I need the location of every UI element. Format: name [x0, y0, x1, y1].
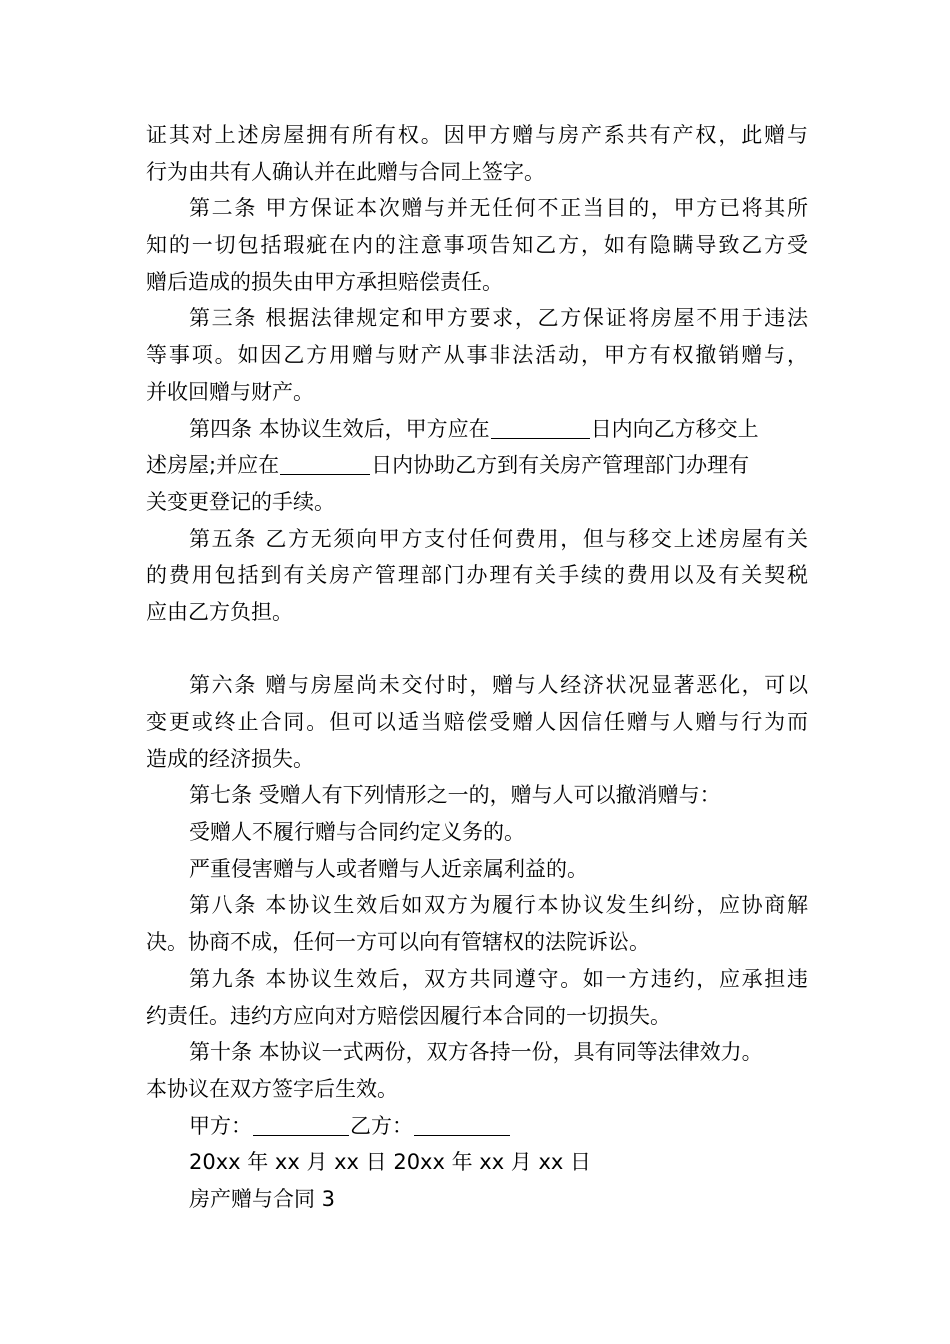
article-8-line: 决。协商不成，任何一方可以向有管辖权的法院诉讼。: [146, 930, 650, 955]
article-2-line: 赠后造成的损失由甲方承担赔偿责任。: [146, 269, 503, 294]
article-2-line: 知的一切包括瑕疵在内的注意事项告知乙方，如有隐瞒导致乙方受: [146, 233, 808, 258]
days-blank: [280, 453, 370, 475]
article-8-line: 第八条 本协议生效后如双方为履行本协议发生纠纷，应协商解: [189, 893, 808, 918]
article-7-item: 严重侵害赠与人或者赠与人近亲属利益的。: [189, 856, 588, 881]
article-4-line: [146, 411, 808, 448]
article-4-line: 关变更登记的手续。: [146, 489, 335, 514]
date-line: 20xx 年 xx 月 xx 日 20xx 年 xx 月 xx 日: [189, 1150, 592, 1175]
next-section-title: 房产赠与合同 3: [189, 1186, 336, 1211]
signature-line: [146, 1108, 808, 1145]
party-a-signature-blank: [253, 1114, 349, 1136]
article-5-line: 应由乙方负担。: [146, 599, 293, 624]
article-7-item: 受赠人不履行赠与合同约定义务的。: [189, 820, 525, 845]
paragraph-line: 证其对上述房屋拥有所有权。因甲方赠与房产系共有产权，此赠与: [146, 123, 808, 147]
article-5-line: 第五条 乙方无须向甲方支付任何费用，但与移交上述房屋有关: [189, 526, 808, 551]
party-a-label: 甲方：: [189, 1113, 252, 1138]
article-4-text: 日内向乙方移交上: [590, 416, 759, 441]
article-9-line: 第九条 本协议生效后，双方共同遵守。如一方违约，应承担违: [189, 966, 808, 991]
paragraph-gap: [146, 631, 808, 668]
article-5-line: 的费用包括到有关房产管理部门办理有关手续的费用以及有关契税: [146, 563, 808, 588]
article-3-line: 并收回赠与财产。: [146, 379, 314, 404]
article-4-text: 第四条 本协议生效后，甲方应在: [189, 416, 490, 441]
party-b-signature-blank: [414, 1114, 510, 1136]
days-blank: [491, 417, 590, 439]
article-6-line: 造成的经济损失。: [146, 746, 314, 771]
article-6-line: 第六条 赠与房屋尚未交付时，赠与人经济状况显著恶化，可以: [189, 673, 808, 698]
party-b-label: 乙方：: [350, 1113, 413, 1138]
article-6-line: 变更或终止合同。但可以适当赔偿受赠人因信任赠与人赠与行为而: [146, 710, 808, 734]
article-3-line: 等事项。如因乙方用赠与财产从事非法活动，甲方有权撤销赠与，: [146, 343, 808, 368]
paragraph-line: 行为由共有人确认并在此赠与合同上签字。: [146, 159, 545, 184]
article-4-line: [146, 447, 808, 484]
article-4-text: 述房屋;并应在: [146, 453, 280, 478]
contract-page: [146, 117, 808, 1218]
article-10-line: 本协议在双方签字后生效。: [146, 1076, 398, 1101]
article-2-line: 第二条 甲方保证本次赠与并无任何不正当目的，甲方已将其所: [189, 196, 808, 221]
article-10-line: 第十条 本协议一式两份，双方各持一份，具有同等法律效力。: [189, 1040, 763, 1065]
article-3-line: 第三条 根据法律规定和甲方要求，乙方保证将房屋不用于违法: [189, 306, 808, 331]
article-4-text: 日内协助乙方到有关房产管理部门办理有: [371, 453, 750, 478]
article-9-line: 约责任。违约方应向对方赔偿因履行本合同的一切损失。: [146, 1003, 671, 1028]
article-7-line: 第七条 受赠人有下列情形之一的，赠与人可以撤消赠与：: [189, 783, 721, 808]
